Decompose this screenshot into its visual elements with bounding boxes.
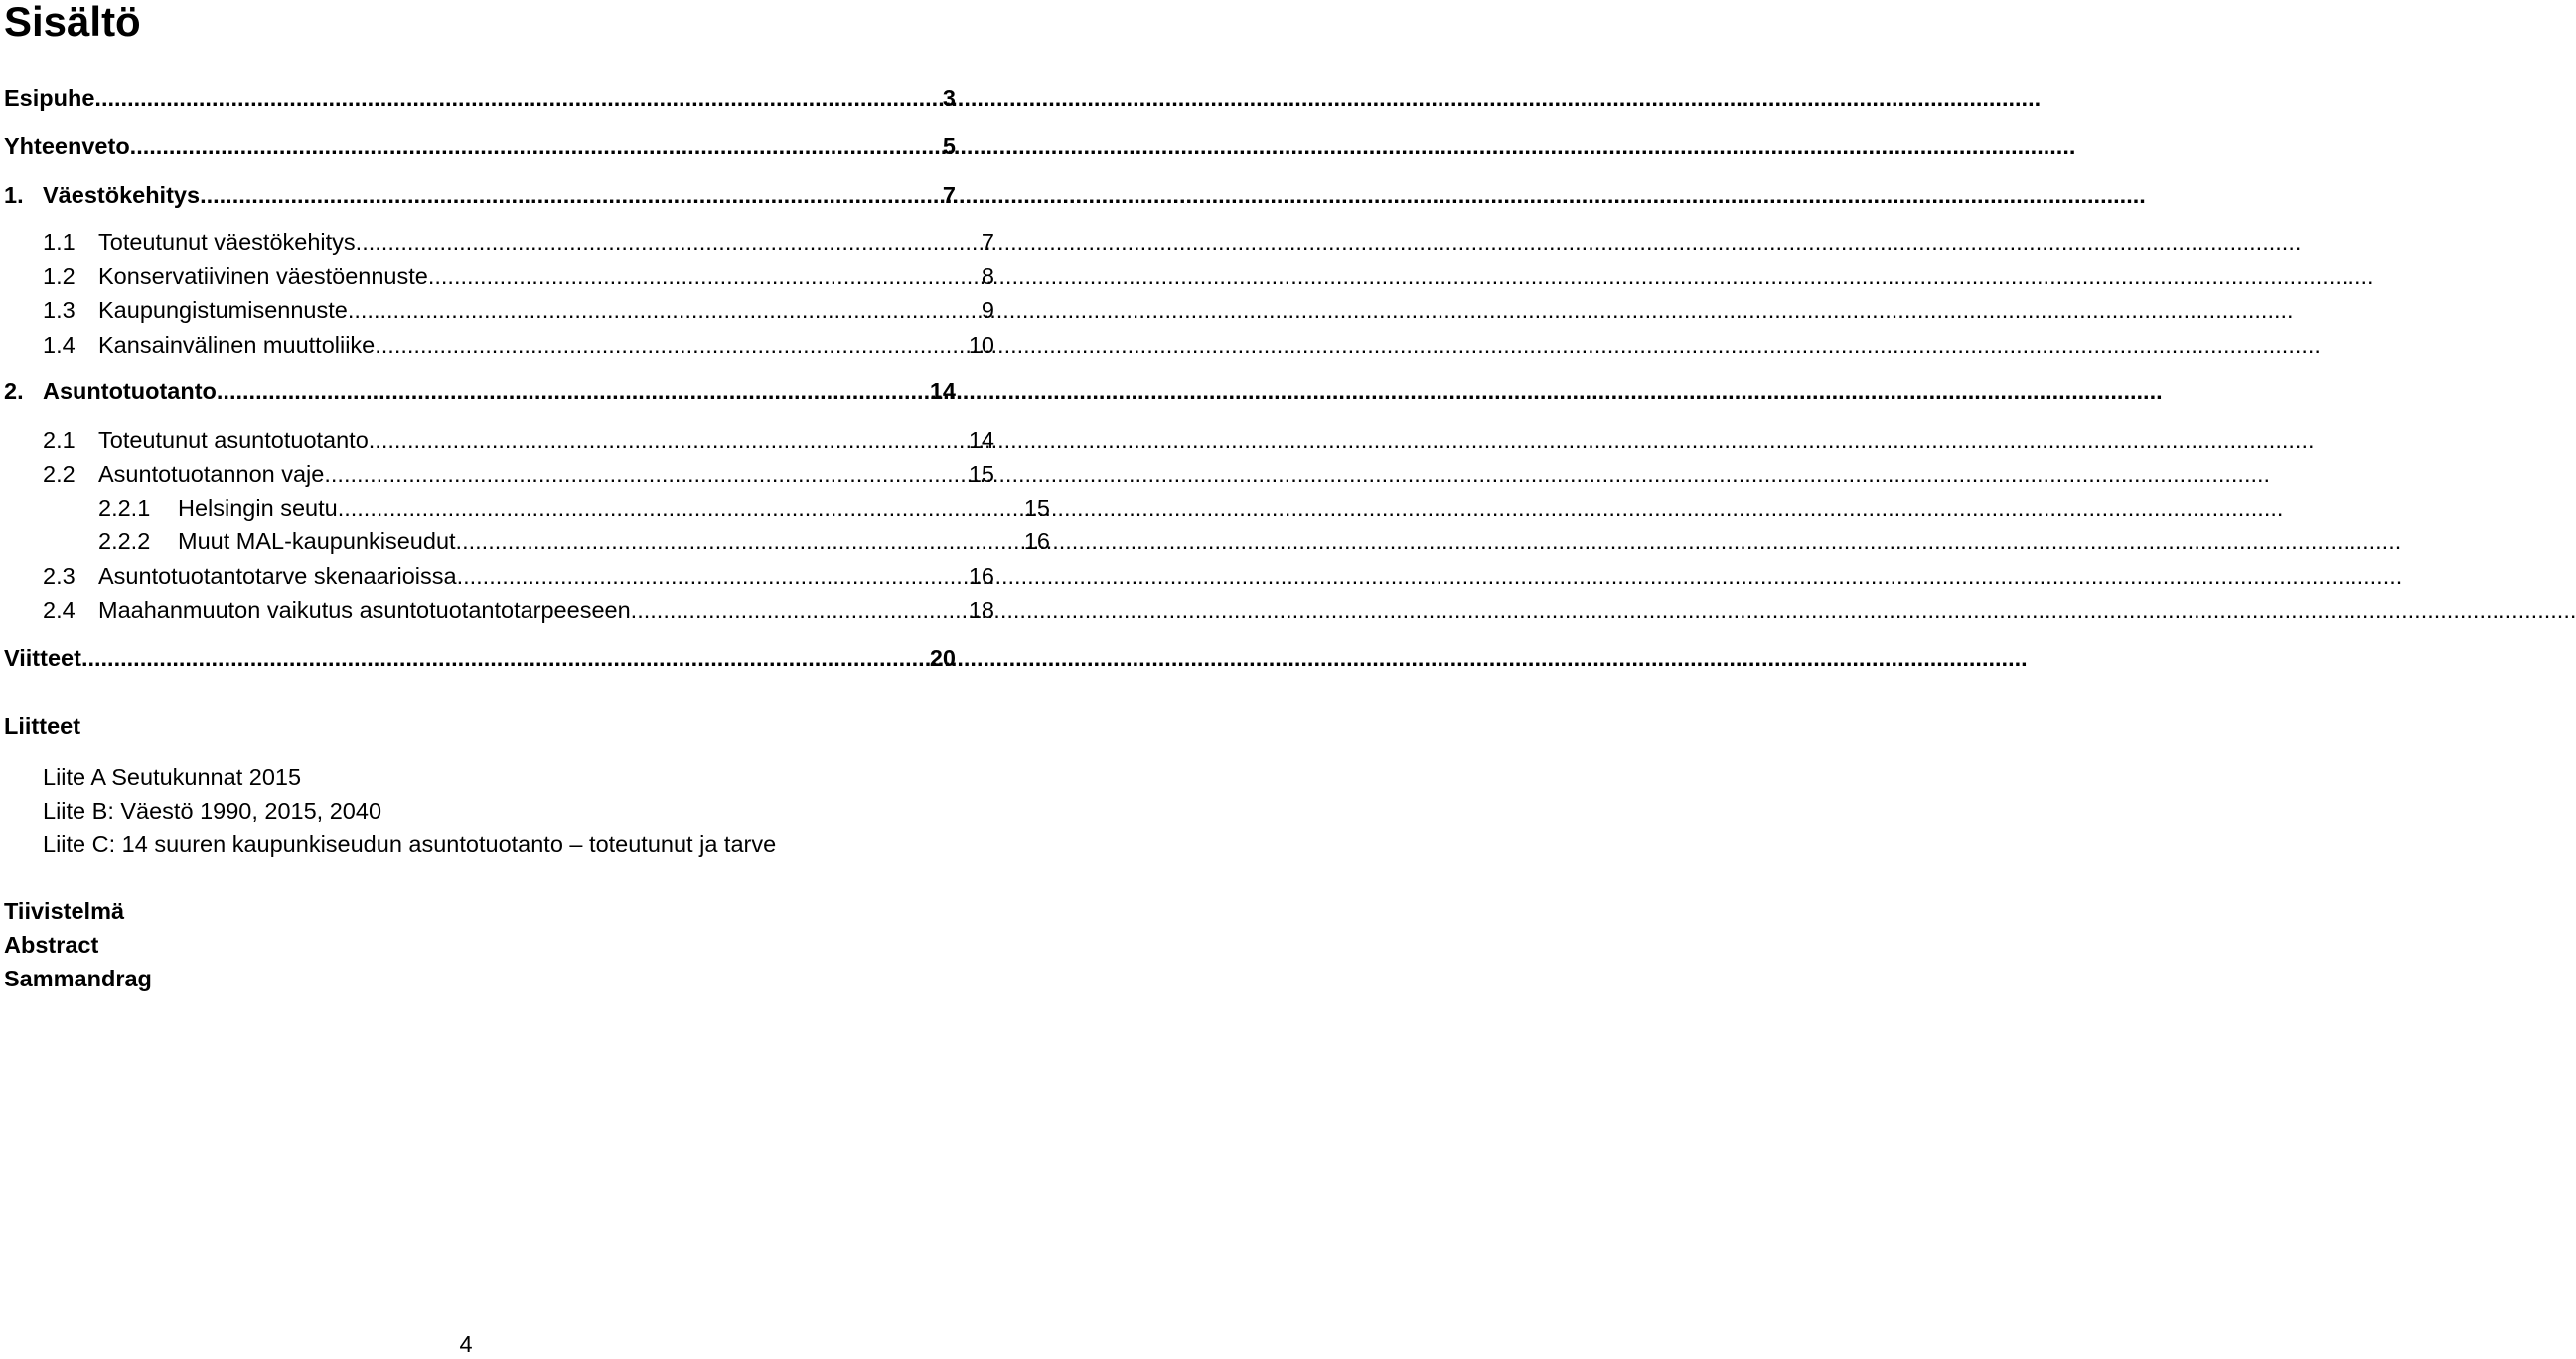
summary-en[interactable]: Abstract — [4, 932, 99, 958]
toc-label: Kansainvälinen muuttoliike — [98, 332, 376, 358]
toc-leader — [457, 561, 969, 591]
toc-entry[interactable] — [0, 527, 1050, 556]
toc-entry[interactable] — [0, 295, 994, 325]
toc-leader — [375, 330, 969, 360]
toc-entry[interactable] — [0, 180, 956, 210]
toc-label: Toteutunut asuntotuotanto — [98, 427, 369, 453]
toc-label: Asuntotuotantotarve skenaarioissa — [98, 563, 457, 589]
toc-entry[interactable] — [0, 561, 994, 591]
toc-entry[interactable] — [0, 595, 994, 625]
appendices-heading: Liitteet — [4, 713, 81, 739]
toc-page: 16 — [968, 563, 994, 589]
summary-sv[interactable]: Sammandrag — [4, 966, 152, 991]
toc-entry[interactable] — [0, 493, 1050, 523]
toc-number: 1. — [4, 182, 24, 208]
toc-page: 20 — [929, 645, 956, 671]
toc-page: 3 — [942, 85, 956, 111]
toc-label: Esipuhe — [4, 85, 95, 111]
toc-leader — [369, 425, 969, 455]
toc-leader — [631, 595, 969, 625]
toc-number: 2.2.1 — [98, 495, 151, 521]
toc-page: 14 — [929, 378, 956, 404]
appendix-item[interactable]: Liite B: Väestö 1990, 2015, 2040 — [43, 798, 382, 824]
toc-number: 2.2 — [43, 461, 76, 487]
toc-entry[interactable] — [0, 83, 956, 113]
toc-entry[interactable] — [0, 131, 956, 161]
toc-label: Asuntotuotanto — [43, 378, 217, 404]
toc-label: Väestökehitys — [43, 182, 201, 208]
toc-number: 2.3 — [43, 563, 76, 589]
page-title: Sisältö — [4, 0, 141, 45]
toc-number: 2.4 — [43, 597, 76, 623]
toc-number: 2.1 — [43, 427, 76, 453]
toc-leader — [348, 295, 982, 325]
toc-label: Helsingin seutu — [178, 495, 338, 521]
toc-page: 9 — [981, 297, 994, 323]
toc-number: 2. — [4, 378, 24, 404]
toc-page: 14 — [968, 427, 994, 453]
toc-number: 2.2.2 — [98, 528, 151, 554]
toc-entry[interactable] — [0, 425, 994, 455]
toc-leader — [81, 643, 930, 673]
toc-leader — [130, 131, 943, 161]
appendix-item[interactable]: Liite C: 14 suuren kaupunkiseudun asuntotuotanto – toteutunut ja tarve — [43, 831, 777, 857]
toc-page: 7 — [942, 182, 956, 208]
appendix-item[interactable]: Liite A Seutukunnat 2015 — [43, 764, 302, 790]
toc-leader — [456, 527, 1024, 556]
toc-page: 7 — [981, 229, 994, 255]
toc-entry[interactable] — [0, 261, 994, 291]
toc-number: 1.2 — [43, 263, 76, 289]
toc-label: Muut MAL-kaupunkiseudut — [178, 528, 456, 554]
toc-label: Yhteenveto — [4, 133, 130, 159]
toc-entry[interactable] — [0, 227, 994, 257]
toc-page: 16 — [1023, 528, 1050, 554]
toc-leader — [200, 180, 943, 210]
toc-leader — [217, 377, 930, 406]
toc-entry[interactable] — [0, 643, 956, 673]
toc-page: 5 — [942, 133, 956, 159]
toc-page: 15 — [1023, 495, 1050, 521]
toc-label: Konservatiivinen väestöennuste — [98, 263, 428, 289]
toc-page: 8 — [981, 263, 994, 289]
toc-entry[interactable] — [0, 459, 994, 489]
toc-label: Toteutunut väestökehitys — [98, 229, 356, 255]
toc-leader — [428, 261, 982, 291]
toc-label: Viitteet — [4, 645, 81, 671]
toc-page: 10 — [968, 332, 994, 358]
toc-leader — [338, 493, 1024, 523]
page-number: 4 — [459, 1331, 473, 1357]
summary-fi[interactable]: Tiivistelmä — [4, 898, 125, 924]
toc-label: Asuntotuotannon vaje — [98, 461, 325, 487]
toc-leader — [324, 459, 969, 489]
toc-number: 1.4 — [43, 332, 76, 358]
toc-label: Kaupungistumisennuste — [98, 297, 348, 323]
toc-leader — [356, 227, 982, 257]
toc-number: 1.3 — [43, 297, 76, 323]
toc-entry[interactable] — [0, 330, 994, 360]
toc-number: 1.1 — [43, 229, 76, 255]
toc-entry[interactable] — [0, 377, 956, 406]
toc-page: 18 — [968, 597, 994, 623]
toc-page: 15 — [968, 461, 994, 487]
toc-leader — [94, 83, 943, 113]
toc-label: Maahanmuuton vaikutus asuntotuotantotarpeeseen — [98, 597, 631, 623]
